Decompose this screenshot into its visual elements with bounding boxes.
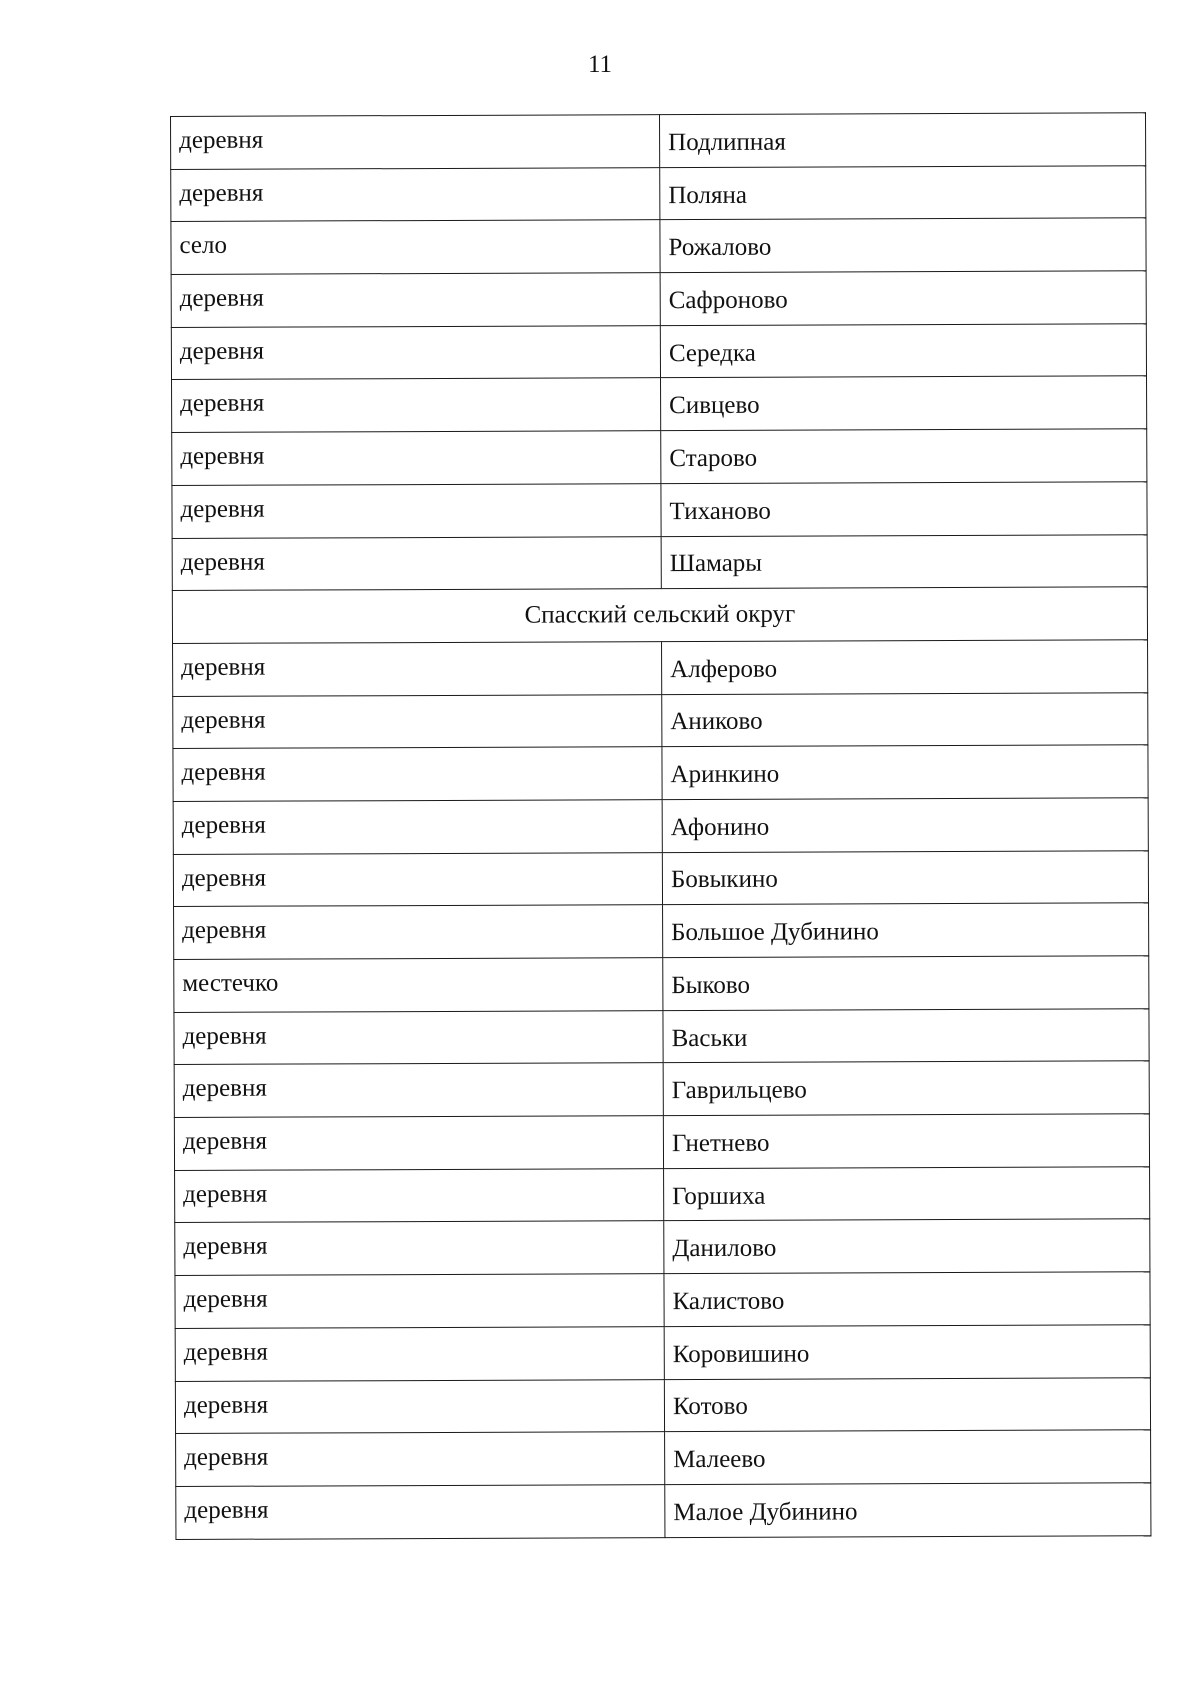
settlement-name-cell: Поляна [660,165,1146,220]
settlement-type-cell: деревня [176,1484,665,1539]
settlement-name-cell: Данилово [664,1219,1150,1274]
table-row [173,745,1148,801]
settlement-type-cell: деревня [171,167,660,222]
table-row [172,376,1147,432]
table-row [171,324,1146,380]
settlement-type-cell: деревня [172,536,661,591]
table-row [172,429,1147,485]
settlement-name-cell: Шамары [661,534,1147,589]
settlement-type-cell: деревня [174,1063,663,1118]
table-row [174,1061,1149,1117]
settlement-name-cell: Алферово [662,640,1148,695]
settlement-type-cell: деревня [175,1221,664,1276]
settlement-type-cell: деревня [175,1168,664,1223]
table-row [174,903,1149,959]
settlement-name-cell: Малое Дубинино [665,1483,1151,1538]
table-row [173,798,1148,854]
page-number: 11 [587,51,613,78]
settlement-name-cell: Калистово [664,1272,1150,1327]
settlement-name-cell: Старово [661,429,1147,484]
settlement-name-cell: Коровишино [664,1325,1150,1380]
settlement-name-cell: Середка [660,324,1146,379]
settlement-name-cell: Подлипная [659,113,1145,168]
section-header-row [172,587,1147,643]
table-row [175,1377,1150,1433]
table-row [173,640,1148,696]
settlement-type-cell: деревня [172,378,661,433]
settlement-name-cell: Котово [664,1377,1150,1432]
settlement-type-cell: деревня [172,431,661,486]
settlement-type-cell: местечко [174,958,663,1013]
settlement-type-cell: деревня [171,325,660,380]
settlement-name-cell: Бовыкино [662,850,1148,905]
table-row [171,271,1146,327]
settlement-type-cell: деревня [173,800,662,855]
settlement-name-cell: Рожалово [660,218,1146,273]
settlement-type-cell: деревня [175,1379,664,1434]
settlement-name-cell: Горшиха [664,1166,1150,1221]
settlement-type-cell: деревня [173,694,662,749]
settlement-type-cell: деревня [171,273,660,328]
table-row [171,165,1146,221]
settlement-type-cell: деревня [171,115,660,170]
settlement-type-cell: деревня [173,641,662,696]
settlement-name-cell: Аниково [662,692,1148,747]
section-title: Спасский сельский округ [172,587,1147,643]
settlement-name-cell: Гаврильцево [663,1061,1149,1116]
settlement-name-cell: Сивцево [661,376,1147,431]
settlements-table [170,112,1151,1539]
table-row [175,1166,1150,1222]
table-row [175,1219,1150,1275]
settlement-type-cell: деревня [173,852,662,907]
table-row [171,113,1146,169]
settlement-type-cell: деревня [174,905,663,960]
settlement-type-cell: деревня [176,1432,665,1487]
table-row [174,956,1149,1012]
table-row [174,1114,1149,1170]
settlement-name-cell: Сафроново [660,271,1146,326]
settlement-type-cell: село [171,220,660,275]
settlement-type-cell: деревня [175,1326,664,1381]
table-row [175,1272,1150,1328]
table-body [171,113,1151,1539]
settlement-type-cell: деревня [174,1010,663,1065]
settlement-type-cell: деревня [175,1274,664,1329]
settlement-type-cell: деревня [174,1116,663,1171]
settlement-type-cell: деревня [173,747,662,802]
settlement-name-cell: Большое Дубинино [663,903,1149,958]
table-row [174,1008,1149,1064]
table-row [171,218,1146,274]
settlement-name-cell: Васьки [663,1008,1149,1063]
settlement-name-cell: Аринкино [662,745,1148,800]
settlement-name-cell: Афонино [662,798,1148,853]
settlement-type-cell: деревня [172,483,661,538]
table-row [173,850,1148,906]
settlement-name-cell: Гнетнево [663,1114,1149,1169]
table-row [173,692,1148,748]
settlement-name-cell: Малеево [665,1430,1151,1485]
settlement-name-cell: Быково [663,956,1149,1011]
table-row [172,482,1147,538]
table-row [175,1325,1150,1381]
table-row [172,534,1147,590]
table-row [176,1483,1151,1539]
table-row [176,1430,1151,1486]
settlement-name-cell: Тиханово [661,482,1147,537]
